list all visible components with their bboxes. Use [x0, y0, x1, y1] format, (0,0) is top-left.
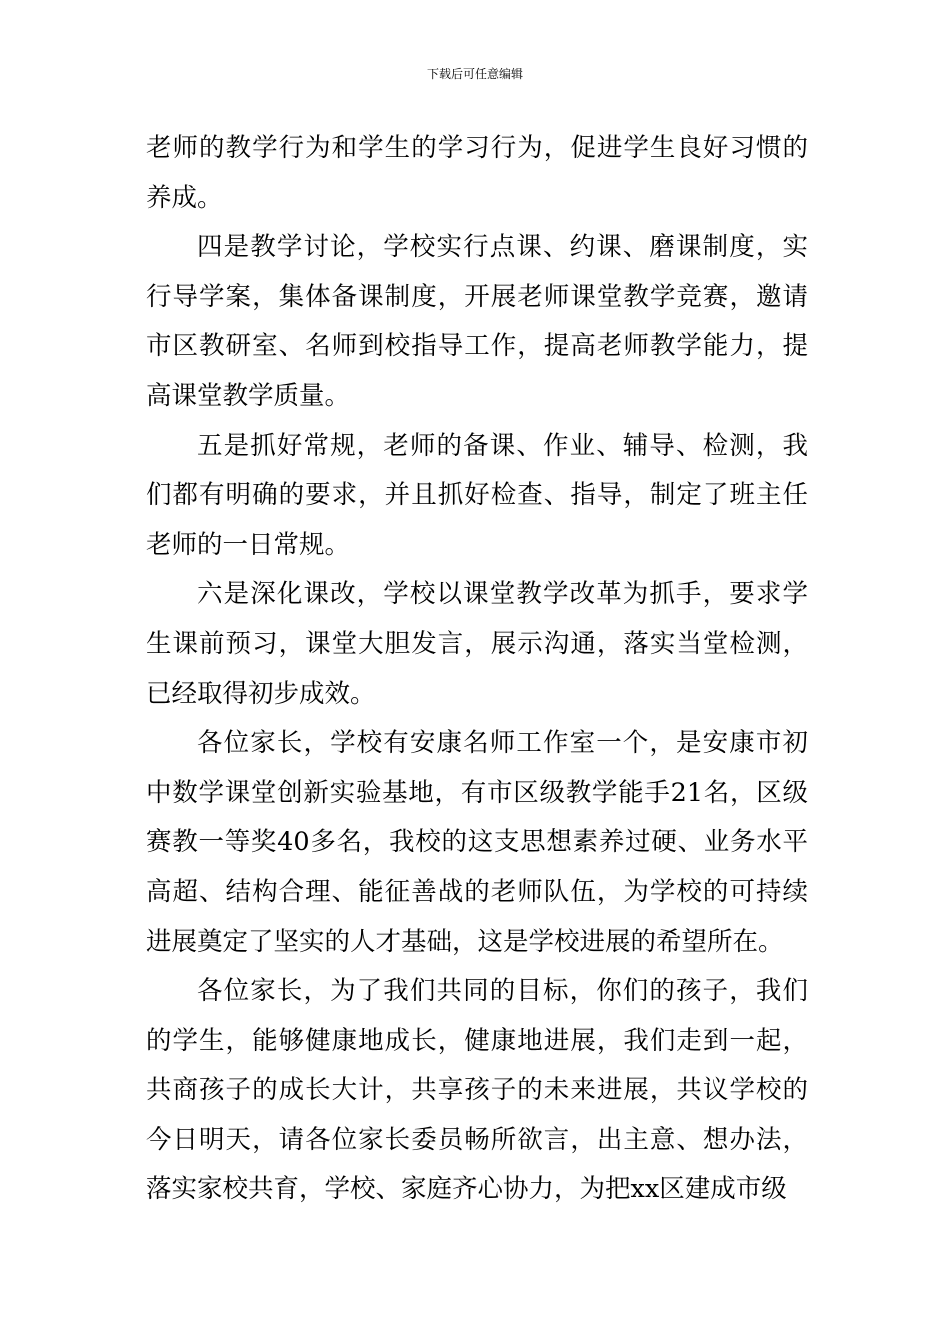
paragraph-continuation: 老师的教学行为和学生的学习行为，促进学生良好习惯的养成。 [146, 133, 808, 213]
paragraph-teacher-team: 各位家长，学校有安康名师工作室一个，是安康市初中数学课堂创新实验基地，有市区级教学能手21名，区级赛教一等奖40多名，我校的这支思想素养过硬、业务水平高超、结构合理、能征善战的老师队伍，为学校的可持续进展奠定了坚实的人才基础，这是学校进展的希望所在。 [146, 728, 808, 957]
paragraph-parents-appeal: 各位家长，为了我们共同的目标，你们的孩子，我们的学生，能够健康地成长，健康地进展，我们走到一起，共商孩子的成长大计，共享孩子的未来进展，共议学校的今日明天，请各位家长委员畅所欲言，出主意、想办法，落实家校共育，学校、家庭齐心协力，为把xx区建成市级 [146, 976, 808, 1205]
paragraph-routine-management: 五是抓好常规，老师的备课、作业、辅导、检测，我们都有明确的要求，并且抓好检查、指导，制定了班主任老师的一日常规。 [146, 430, 808, 560]
paragraph-curriculum-reform: 六是深化课改，学校以课堂教学改革为抓手，要求学生课前预习，课堂大胆发言，展示沟通，落实当堂检测，已经取得初步成效。 [146, 579, 808, 709]
paragraph-teaching-discussion: 四是教学讨论，学校实行点课、约课、磨课制度，实行导学案，集体备课制度，开展老师课堂教学竞赛，邀请市区教研室、名师到校指导工作，提高老师教学能力，提高课堂教学质量。 [146, 232, 808, 411]
page-header-note: 下载后可任意编辑 [426, 67, 523, 81]
document-body [146, 124, 808, 1215]
